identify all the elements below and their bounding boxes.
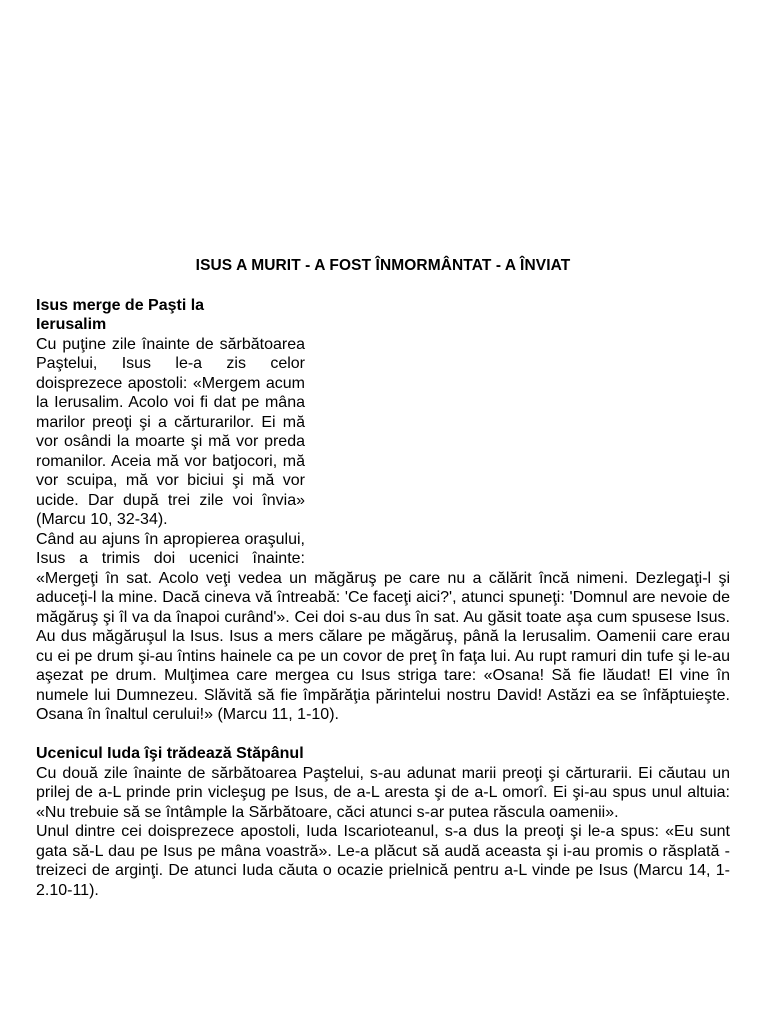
document-page (36, 250, 730, 900)
section-heading: Isus merge de Paşti la Ierusalim (36, 296, 205, 333)
section-heading: Ucenicul Iuda îşi trădează Stăpânul (36, 745, 304, 762)
document-title: ISUS A MURIT - A FOST ÎNMORMÂNTAT - A ÎNVIAT (195, 257, 571, 274)
paragraph: Unul dintre cei doisprezece apostoli, Iuda Iscarioteanul, s-a dus la preoţi şi le-a spus: «Eu sunt gata să-L dau pe Isus pe mâna voastră». Le-a plăcut să audă aceasta şi i-au promis o răsplată - treizeci de arginţi. De atunci Iuda căuta o ocazie prielnică pentru a-L vinde pe Isus (Marcu 14, 1-2.10-11). (36, 823, 730, 899)
section-isus-merge (36, 296, 730, 725)
section-body (36, 764, 730, 901)
paragraph: Cu puţine zile înainte de sărbătoarea Paştelui, Isus le-a zis celor doisprezece apostoli: «Mergem acum la Ierusalim. Acolo voi fi dat pe mâna marilor preoţi şi a cărturarilor. Ei mă vor osândi la moarte şi mă vor preda romanilor. Aceia mă vor batjocori, mă vor scuipa, mă vor biciui şi mă vor ucide. Dar după trei zile voi învia» (Marcu 10, 32-34). (36, 335, 305, 528)
image-placeholder-space (305, 296, 730, 568)
section-iuda (36, 744, 730, 900)
section-gap (36, 725, 730, 745)
paragraph: Cu două zile înainte de sărbătoarea Paştelui, s-au adunat marii preoţi şi cărturarii. Ei căutau un prilej de a-L prinde prin vicleşug pe Isus, de a-L aresta şi de a-L omorî. Ei şi-au spus unul altuia: «Nu trebuie să se întâmple la Sărbătoare, căci atunci s-ar putea răscula oamenii». (36, 764, 730, 821)
paragraph: Când au ajuns în apropierea oraşului, Isus a trimis doi ucenici înainte: «Mergeţi în sat. Acolo veţi vedea un măgăruş pe care nu a călărit încă nimeni. Dezlegaţi-l şi aduceţi-l la mine. Dacă cineva vă întreabă: 'Ce faceţi aici?', atunci spuneţi: 'Domnul are nevoie de măgăruş şi îl va da înapoi curând'». Cei doi s-au dus în sat. Au găsit toate aşa cum spusese Isus. Au dus măgăruşul la Isus. Isus a mers călare pe măgăruş, până la Ierusalim. Oamenii care erau cu ei pe drum şi-au întins hainele ca pe un covor de preţ în faţa lui. Au rupt ramuri din tufe şi le-au aşezat pe drum. Mulţimea care mergea cu Isus striga tare: «Osana! Să fie lăudat! El vine în numele lui Dumnezeu. Slăvită să fie împărăţia părintelui nostru David! Astăzi ea se înfăptuieşte. Osana în înaltul cerului!» (Marcu 11, 1-10). (36, 530, 730, 723)
